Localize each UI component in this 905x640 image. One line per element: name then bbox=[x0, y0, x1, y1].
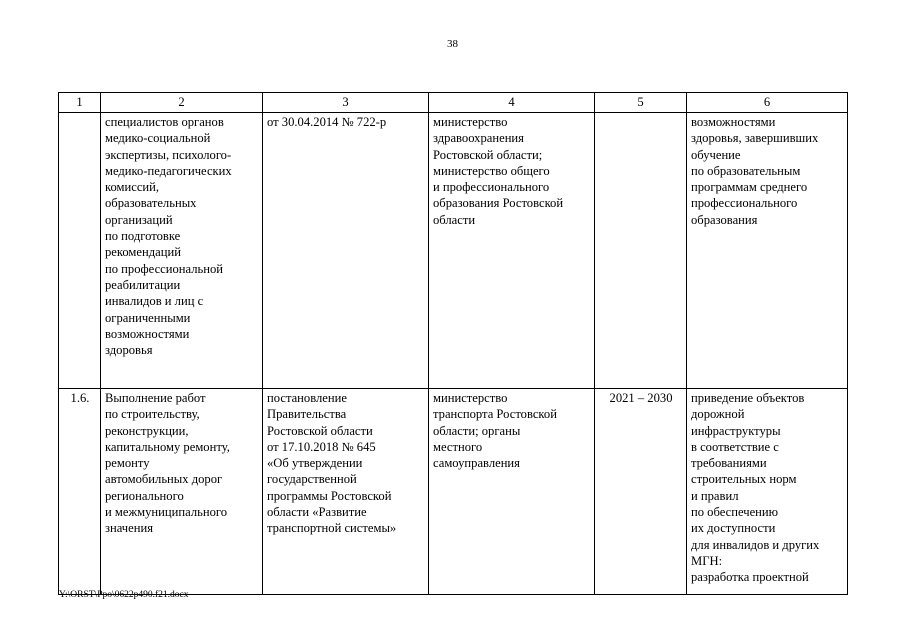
result-cell: приведение объектов дорожной инфраструктуры в соответствие с требованиями строительных норм и правил по обеспечению их доступности для инвалидов и других МГН: разработка проектной bbox=[687, 389, 848, 595]
legal-basis-cell: постановление Правительства Ростовской области от 17.10.2018 № 645 «Об утверждении государственной программы Ростовской области «Развитие транспортной системы» bbox=[263, 389, 429, 595]
row-number-cell: 1.6. bbox=[59, 389, 101, 595]
executor-cell: министерство здравоохранения Ростовской области; министерство общего и профессионального образования Ростовской области bbox=[429, 113, 595, 389]
table-header-row bbox=[59, 93, 848, 113]
header-cell-3: 3 bbox=[263, 93, 429, 113]
period-cell: 2021 – 2030 bbox=[595, 389, 687, 595]
header-cell-4: 4 bbox=[429, 93, 595, 113]
result-cell: возможностями здоровья, завершивших обучение по образовательным программам среднего профессионального образования bbox=[687, 113, 848, 389]
activity-cell: Выполнение работ по строительству, реконструкции, капитальному ремонту, ремонту автомобильных дорог регионального и межмуниципального значения bbox=[101, 389, 263, 595]
table-row bbox=[59, 113, 848, 389]
header-cell-6: 6 bbox=[687, 93, 848, 113]
table-row bbox=[59, 389, 848, 595]
period-cell bbox=[595, 113, 687, 389]
activity-cell: специалистов органов медико-социальной экспертизы, психолого- медико-педагогических комиссий, образовательных организаций по подготовке рекомендаций по профессиональной реабилитации инвалидов и лиц с ограниченными возможностями здоровья bbox=[101, 113, 263, 389]
footer-file-path: Y:\ORST\Ppo\0622p490.f21.docx bbox=[59, 590, 189, 600]
header-cell-5: 5 bbox=[595, 93, 687, 113]
document-table bbox=[58, 92, 848, 595]
legal-basis-cell: от 30.04.2014 № 722-р bbox=[263, 113, 429, 389]
executor-cell: министерство транспорта Ростовской области; органы местного самоуправления bbox=[429, 389, 595, 595]
header-cell-1: 1 bbox=[59, 93, 101, 113]
row-number-cell bbox=[59, 113, 101, 389]
header-cell-2: 2 bbox=[101, 93, 263, 113]
page-number: 38 bbox=[447, 38, 458, 50]
